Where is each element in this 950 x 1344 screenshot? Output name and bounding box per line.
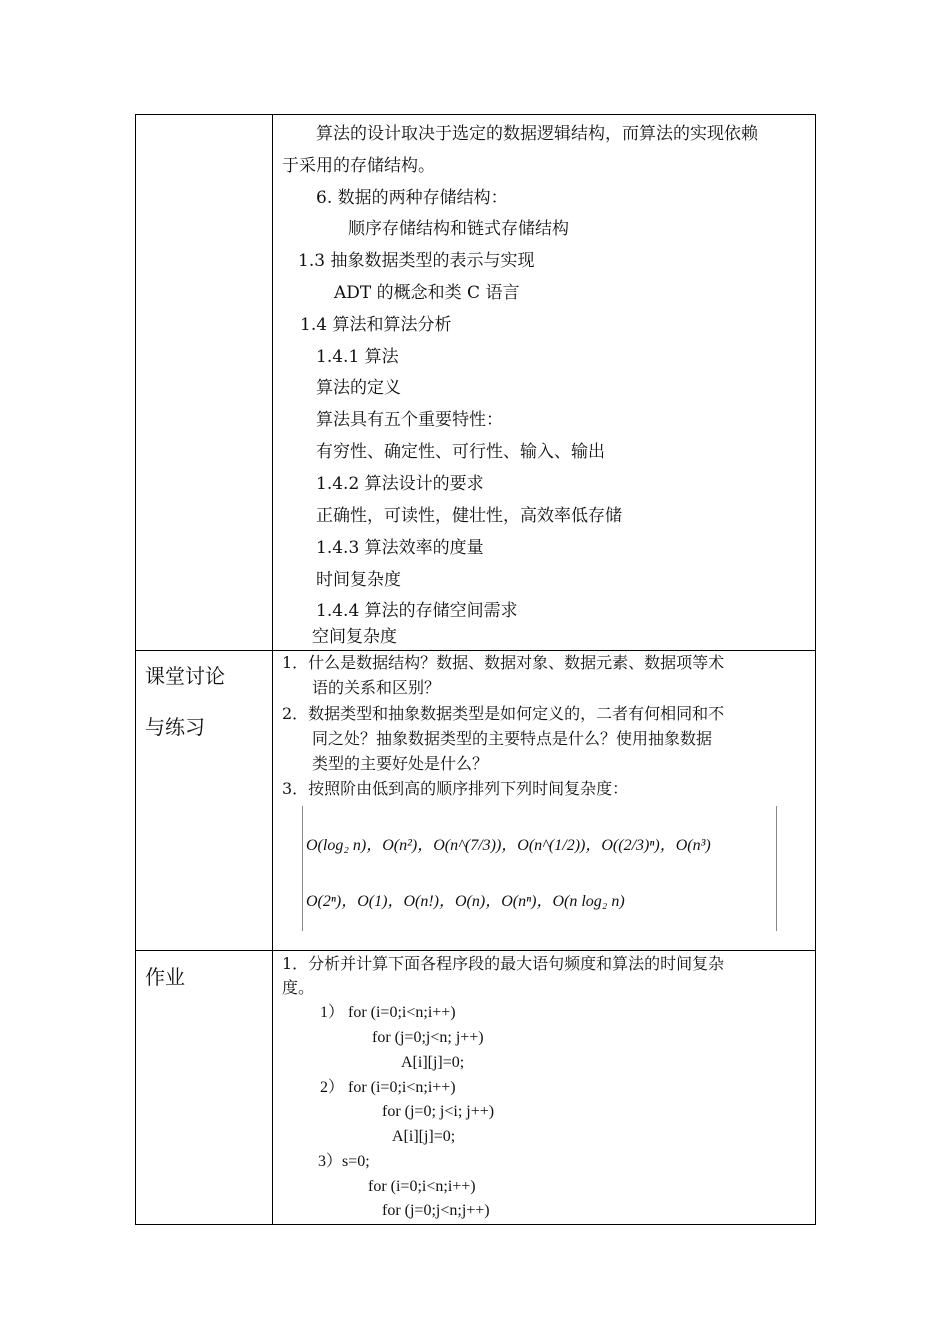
complexity-formulas-row-1: O(log₂ n)，O(n²)，O(n^(7/3))，O(n^(1/2))，O((2/3)ⁿ)，O(n³) bbox=[306, 837, 711, 854]
row-divider-discussion bbox=[135, 650, 816, 651]
content-line: 于采用的存储结构。 bbox=[282, 156, 435, 176]
section-heading: 1.4 算法和算法分析 bbox=[300, 315, 452, 335]
discussion-label: 课堂讨论 bbox=[145, 664, 225, 688]
formula-box bbox=[302, 806, 777, 931]
subsection-heading: 1.4.4 算法的存储空间需求 bbox=[316, 601, 518, 621]
content-line: 正确性，可读性，健壮性，高效率低存储 bbox=[316, 506, 622, 526]
code-line: A[i][j]=0; bbox=[392, 1128, 456, 1145]
question-2-cont: 类型的主要好处是什么？ bbox=[312, 754, 489, 773]
question-2: 2．数据类型和抽象数据类型是如何定义的，二者有何相同和不 bbox=[282, 704, 725, 723]
homework-intro: 1．分析并计算下面各程序段的最大语句频度和算法的时间复杂 bbox=[282, 954, 725, 973]
column-divider bbox=[272, 114, 273, 1225]
question-1-cont: 语的关系和区别？ bbox=[312, 678, 441, 697]
code-line: A[i][j]=0; bbox=[401, 1054, 465, 1071]
code-line: 2） for (i=0;i<n;i++) bbox=[320, 1079, 456, 1096]
code-line: 3）s=0; bbox=[318, 1153, 370, 1170]
content-line: ADT 的概念和类 C 语言 bbox=[334, 283, 520, 303]
subsection-heading: 1.4.1 算法 bbox=[316, 347, 399, 367]
question-1: 1．什么是数据结构？数据、数据对象、数据元素、数据项等术 bbox=[282, 653, 725, 672]
question-3: 3．按照阶由低到高的顺序排列下列时间复杂度： bbox=[282, 779, 629, 798]
code-line: 1） for (i=0;i<n;i++) bbox=[320, 1004, 456, 1021]
code-line: for (i=0;i<n;i++) bbox=[368, 1178, 476, 1195]
row-divider-homework bbox=[135, 950, 816, 951]
content-line: 空间复杂度 bbox=[312, 627, 397, 647]
content-line: 算法具有五个重要特性： bbox=[316, 410, 503, 430]
subsection-heading: 1.4.3 算法效率的度量 bbox=[316, 538, 484, 558]
content-line: 有穷性、确定性、可行性、输入、输出 bbox=[316, 442, 605, 462]
subsection-heading: 1.4.2 算法设计的要求 bbox=[316, 474, 484, 494]
complexity-formulas-row-2: O(2ⁿ)，O(1)，O(n!)，O(n)，O(nⁿ)，O(n log₂ n) bbox=[306, 893, 625, 910]
content-line: 时间复杂度 bbox=[316, 570, 401, 590]
code-line: for (j=0;j<n;j++) bbox=[382, 1202, 490, 1219]
code-line: for (j=0; j<i; j++) bbox=[382, 1103, 495, 1120]
question-2-cont: 同之处？抽象数据类型的主要特点是什么？使用抽象数据 bbox=[312, 729, 713, 748]
discussion-label: 与练习 bbox=[145, 715, 205, 739]
homework-label: 作业 bbox=[145, 965, 185, 989]
homework-intro-cont: 度。 bbox=[282, 978, 315, 997]
content-line: 顺序存储结构和链式存储结构 bbox=[348, 219, 569, 239]
section-heading: 1.3 抽象数据类型的表示与实现 bbox=[298, 251, 535, 271]
content-line: 6. 数据的两种存储结构： bbox=[316, 188, 508, 208]
content-line: 算法的定义 bbox=[316, 378, 401, 398]
content-line: 算法的设计取决于选定的数据逻辑结构，而算法的实现依赖 bbox=[316, 124, 758, 144]
code-line: for (j=0;j<n; j++) bbox=[372, 1029, 484, 1046]
